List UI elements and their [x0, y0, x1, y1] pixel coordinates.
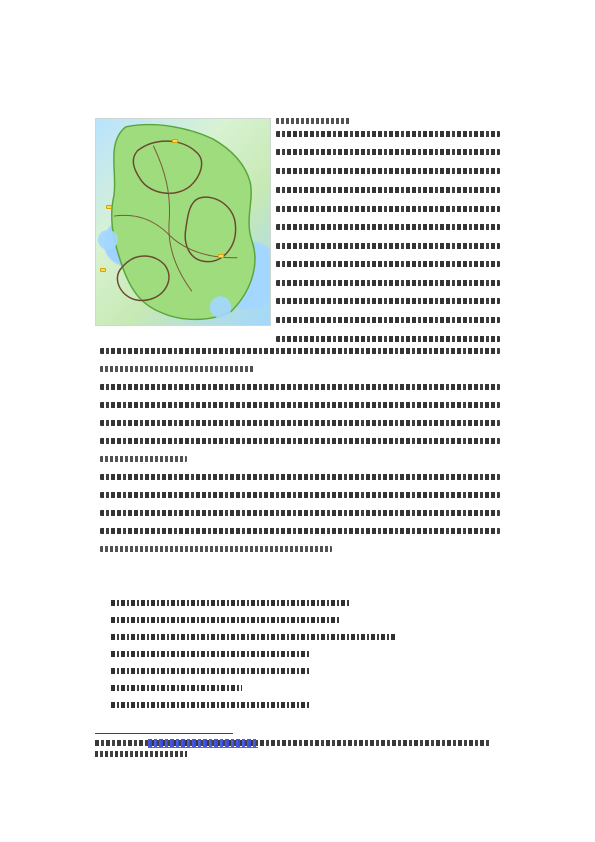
list-item-line	[111, 702, 311, 708]
map-label-east	[218, 254, 224, 258]
paragraph-line	[276, 336, 500, 342]
regional-map	[95, 118, 271, 326]
paragraph-line	[100, 474, 500, 480]
paragraph-line	[100, 510, 500, 516]
paragraph-line	[100, 492, 500, 498]
paragraph-line	[100, 456, 187, 462]
paragraph-line	[276, 131, 500, 137]
paragraph-line	[100, 366, 254, 372]
map-illustration	[96, 119, 270, 325]
page-title	[217, 95, 382, 107]
paragraph-line	[100, 438, 500, 444]
footnote-rule	[95, 733, 233, 734]
paragraph-line	[100, 384, 500, 390]
paragraph-line	[276, 280, 500, 286]
paragraph-line	[276, 149, 500, 155]
paragraph-line	[100, 546, 332, 552]
list-item-line	[111, 600, 351, 606]
list-item-line	[111, 685, 242, 691]
map-label-north	[172, 139, 178, 143]
paragraph-line	[276, 261, 500, 267]
map-label-southwest	[100, 268, 106, 272]
list-item-line	[111, 617, 340, 623]
paragraph-line	[276, 298, 500, 304]
map-caption	[198, 336, 266, 344]
list-item-line	[111, 668, 309, 674]
list-item-line	[111, 634, 397, 640]
paragraph-line	[276, 317, 500, 323]
paragraph-line	[100, 348, 500, 354]
map-label-west	[106, 205, 112, 209]
list-item-line	[111, 651, 309, 657]
footnote-line	[95, 751, 187, 757]
footnote	[95, 740, 500, 758]
section-heading	[100, 575, 210, 583]
paragraph-line	[276, 224, 500, 230]
paragraph-line	[276, 206, 500, 212]
paragraph-line	[276, 118, 350, 124]
paragraph-line	[276, 243, 500, 249]
footnote-link[interactable]	[148, 739, 258, 748]
paragraph-line	[100, 402, 500, 408]
paragraph-line	[100, 420, 500, 426]
paragraph-line	[100, 528, 500, 534]
paragraph-line	[276, 187, 500, 193]
paragraph-line	[276, 168, 500, 174]
